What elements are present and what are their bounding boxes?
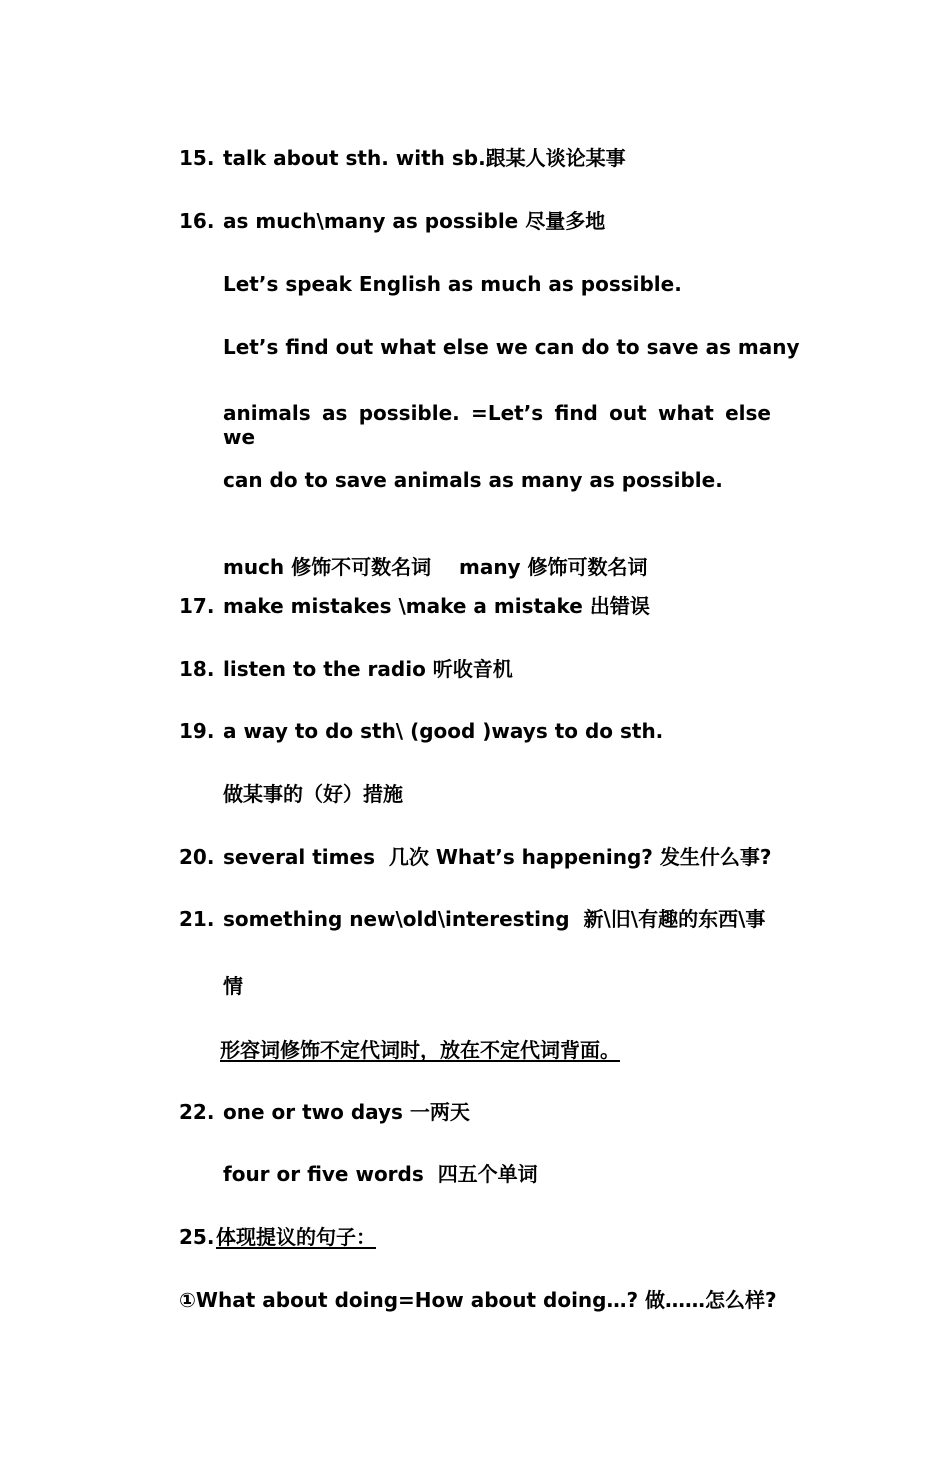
item-text: several times 几次 What’s happening? 发生什么事? (223, 845, 772, 869)
item-text: one or two days 一两天 (223, 1100, 470, 1124)
item-number: 16. (179, 209, 215, 233)
item-text: something new\old\interesting 新\旧\有趣的东西\事 (223, 907, 766, 931)
item-text: make mistakes \make a mistake 出错误 (223, 594, 650, 618)
section-heading: 体现提议的句子： (216, 1225, 376, 1249)
item-number: 19. (179, 719, 215, 743)
item-number: 15. (179, 146, 215, 170)
document-page: 15. talk about sth. with sb.跟某人谈论某事 16. as much\many as possible 尽量多地 Let’s speak English as much as possible. Let’s find out what else we can do to save as many animals as possible. =Let’s find out what else we can do to save animals as many as possible. much 修饰不可数名词 many 修饰可数名词 17. make mistakes \make a mistake 出错误 18. listen to the radio 听收音机 19. a way to do sth\ (good )ways to do sth. 做某事的（好）措施 20. several times 几次 What’s happening? 发生什么事? 21. something new\old\interesting 新\旧\有趣的东西\事 情 形容词修饰不定代词时，放在不定代词背面。 22. one or two days 一两天 four or five words 四五个单词 25. 体现提议的句子： ①What about doing=How about doing…? 做……怎么样? (0, 0, 950, 1462)
item-text: as much\many as possible 尽量多地 (223, 209, 606, 233)
item-text: listen to the radio 听收音机 (223, 657, 513, 681)
item-number: 17. (179, 594, 215, 618)
item-number: 20. (179, 845, 215, 869)
item-text: talk about sth. with sb.跟某人谈论某事 (223, 146, 626, 170)
item-number: 18. (179, 657, 215, 681)
item-number: 25. (179, 1225, 215, 1249)
item-number: 22. (179, 1100, 215, 1124)
item-number: 21. (179, 907, 215, 931)
item-text: a way to do sth\ (good )ways to do sth. (223, 719, 664, 743)
usage-note: much 修饰不可数名词 many 修饰可数名词 (223, 555, 648, 579)
